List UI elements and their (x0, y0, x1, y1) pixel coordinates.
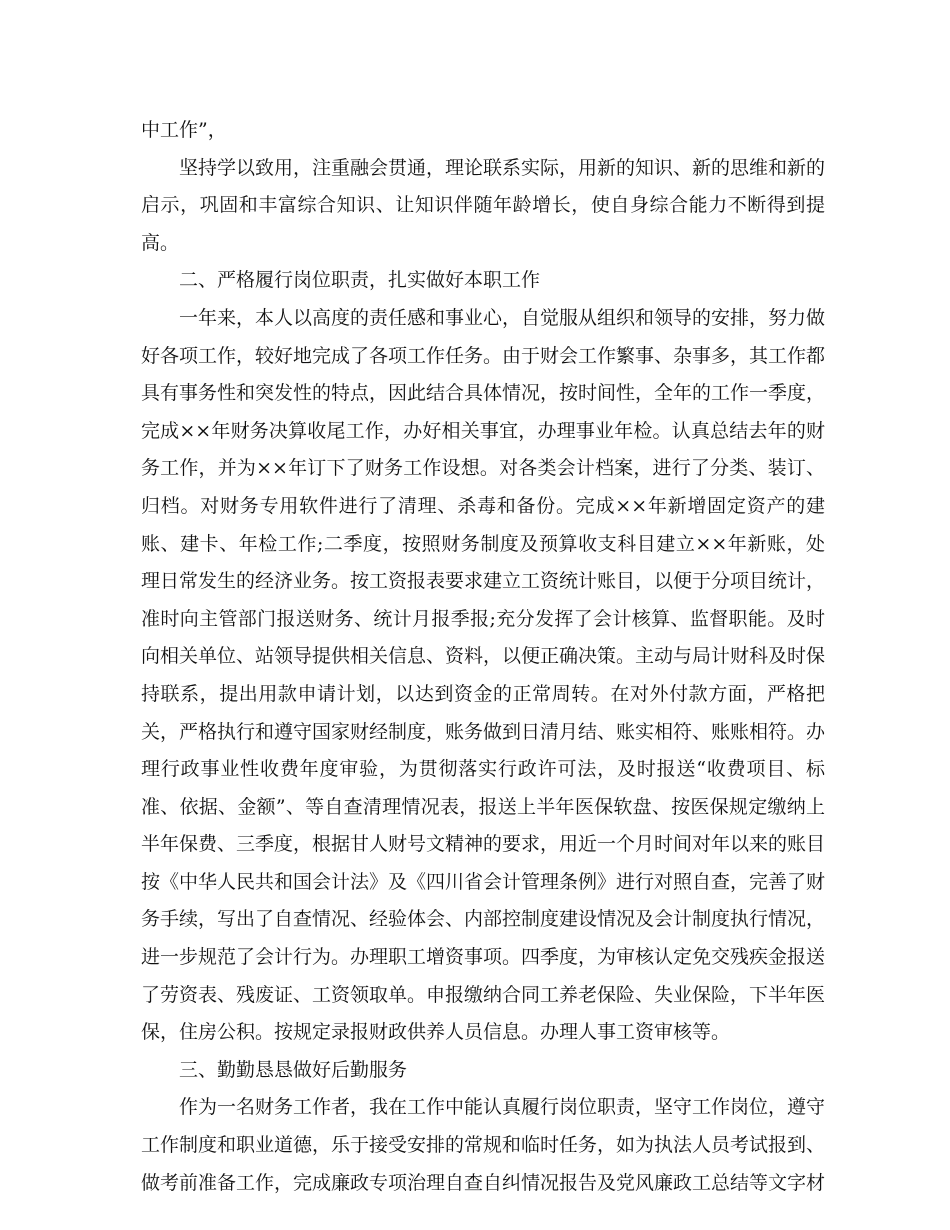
paragraph-service: 作为一名财务工作者，我在工作中能认真履行岗位职责，坚守工作岗位，遵守工作制度和职业道德，乐于接受安排的常规和临时任务，如为执法人员考试报到、做考前准备工作，完成廉政专项治理自查自纠情况报告及党风廉政工总结等文字材 (141, 1096, 826, 1194)
document-page (141, 112, 825, 1202)
paragraph-continuation: 中工作”， (141, 119, 227, 141)
section-heading-2: 二、严格履行岗位职责，扎实做好本职工作 (179, 269, 541, 292)
paragraph-duties: 一年来，本人以高度的责任感和事业心，自觉服从组织和领导的安排，努力做好各项工作，较好地完成了各项工作任务。由于财会工作繁事、杂事多，其工作都具有事务性和突发性的特点，因此结合具体情况，按时间性，全年的工作一季度，完成××年财务决算收尾工作，办好相关事宜，办理事业年检。认真总结去年的财务工作，并为××年订下了财务工作设想。对各类会计档案，进行了分类、装订、归档。对财务专用软件进行了清理、杀毒和备份。完成××年新增固定资产的建账、建卡、年检工作;二季度，按照财务制度及预算收支科目建立××年新账，处理日常发生的经济业务。按工资报表要求建立工资统计账目，以便于分项目统计，准时向主管部门报送财务、统计月报季报;充分发挥了会计核算、监督职能。及时向相关单位、站领导提供相关信息、资料，以便正确决策。主动与局计财科及时保持联系，提出用款申请计划，以达到资金的正常周转。在对外付款方面，严格把关，严格执行和遵守国家财经制度，账务做到日清月结、账实相符、账账相符。办理行政事业性收费年度审验，为贯彻落实行政许可法，及时报送“收费项目、标准、依据、金额”、等自查清理情况表，报送上半年医保软盘、按医保规定缴纳上半年保费、三季度，根据甘人财号文精神的要求，用近一个月时间对年以来的账目按《中华人民共和国会计法》及《四川省会计管理条例》进行对照自查，完善了财务手续，写出了自查情况、经验体会、内部控制度建设情况及会计制度执行情况，进一步规范了会计行为。办理职工增资事项。四季度，为审核认定免交残疾金报送了劳资表、残废证、工资领取单。申报缴纳合同工养老保险、失业保险，下半年医保，住房公积。按规定录报财政供养人员信息。办理人事工资审核等。 (141, 306, 826, 1044)
section-heading-3: 三、勤勤恳恳做好后勤服务 (179, 1058, 408, 1081)
paragraph-study: 坚持学以致用，注重融会贯通，理论联系实际，用新的知识、新的思维和新的启示，巩固和丰富综合知识、让知识伴随年龄增长，使自身综合能力不断得到提高。 (141, 156, 826, 254)
